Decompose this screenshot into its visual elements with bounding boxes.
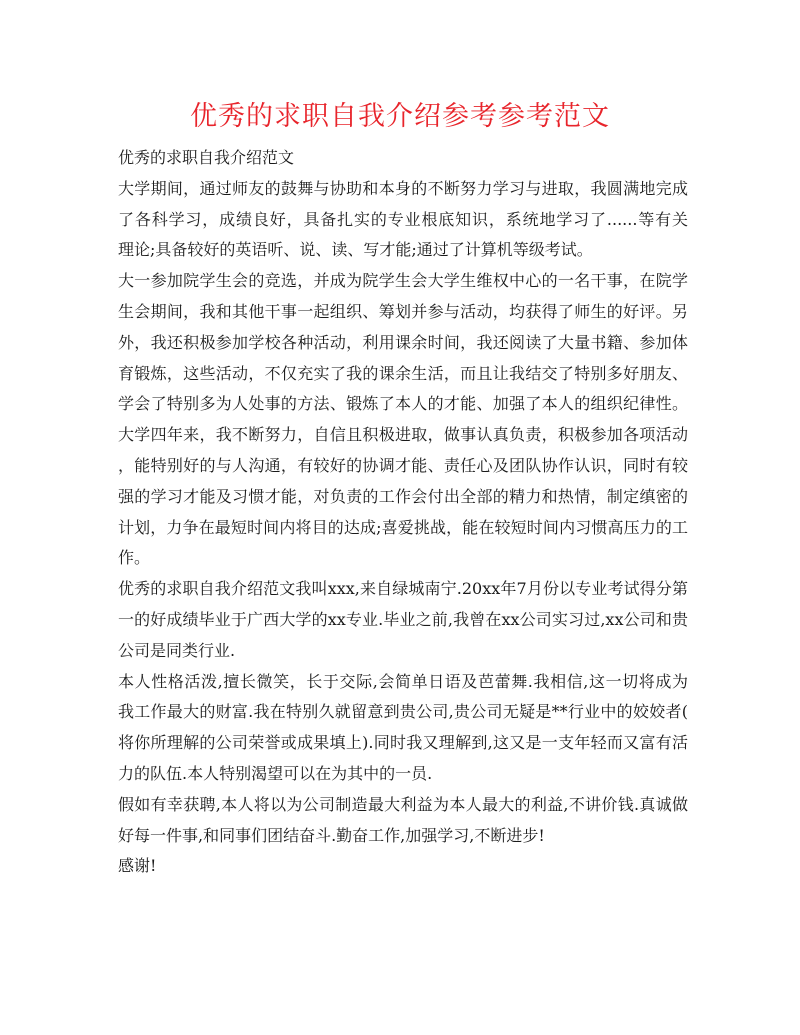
paragraph-line: 优秀的求职自我介绍范文我叫xxx,来自绿城南宁.20xx年7月份以专业考试得分第 [118,579,688,599]
document-body [118,143,688,882]
paragraph-line: 本人性格活泼,擅长微笑，长于交际,会简单日语及芭蕾舞.我相信,这一切将成为 [118,671,688,691]
paragraph-line: 计划，力争在最短时间内将目的达成;喜爱挑战，能在较短时间内习惯高压力的工 [118,517,688,537]
paragraph-line: 了各科学习，成绩良好，具备扎实的专业根底知识，系统地学习了......等有关 [118,209,688,229]
paragraph-line: 我工作最大的财富.我在特别久就留意到贵公司,贵公司无疑是**行业中的姣姣者( [118,702,688,722]
paragraph-line: 外，我还积极参加学校各种活动，利用课余时间，我还阅读了大量书籍、参加体 [118,332,688,352]
paragraph-line: 感谢! [118,856,157,876]
paragraph-line: 假如有幸获聘,本人将以为公司制造最大利益为本人最大的利益,不讲价钱.真诚做 [118,794,688,814]
paragraph-line: 强的学习才能及习惯才能，对负责的工作会付出全部的精力和热情，制定缜密的 [118,486,688,506]
document-title: 优秀的求职自我介绍参考参考范文 [190,101,610,132]
paragraph-line: 将你所理解的公司荣誉或成果填上).同时我又理解到,这又是一支年轻而又富有活 [118,733,688,753]
paragraph-line: 一的好成绩毕业于广西大学的xx专业.毕业之前,我曾在xx公司实习过,xx公司和贵 [118,609,688,629]
paragraph-line: 生会期间，我和其他干事一起组织、筹划并参与活动，均获得了师生的好评。另 [118,301,688,321]
paragraph-line: 好每一件事,和同事们团结奋斗.勤奋工作,加强学习,不断进步! [118,825,545,845]
paragraph-line: 大学四年来，我不断努力，自信且积极进取，做事认真负责，积极参加各项活动 [118,425,688,445]
subtitle-line: 优秀的求职自我介绍范文 [118,148,295,167]
paragraph-line: 理论;具备较好的英语听、说、读、写才能;通过了计算机等级考试。 [118,240,593,260]
paragraph-line: 公司是同类行业. [118,640,236,660]
paragraph-line: 力的队伍.本人特别渴望可以在为其中的一员. [118,763,433,783]
paragraph-line: 学会了特别多为人处事的方法、锻炼了本人的才能、加强了本人的组织纪律性。 [118,394,688,414]
paragraph-line: 大一参加院学生会的竞选，并成为院学生会大学生维权中心的一名干事，在院学 [118,271,688,291]
paragraph-line: 大学期间，通过师友的鼓舞与协助和本身的不断努力学习与进取，我圆满地完成 [118,178,688,198]
paragraph-line: 作。 [118,548,151,568]
paragraph-line: 育锻炼，这些活动，不仅充实了我的课余生活，而且让我结交了特别多好朋友、 [118,363,688,383]
paragraph-line: ，能特别好的与人沟通，有较好的协调才能、责任心及团队协作认识，同时有较 [118,455,688,475]
